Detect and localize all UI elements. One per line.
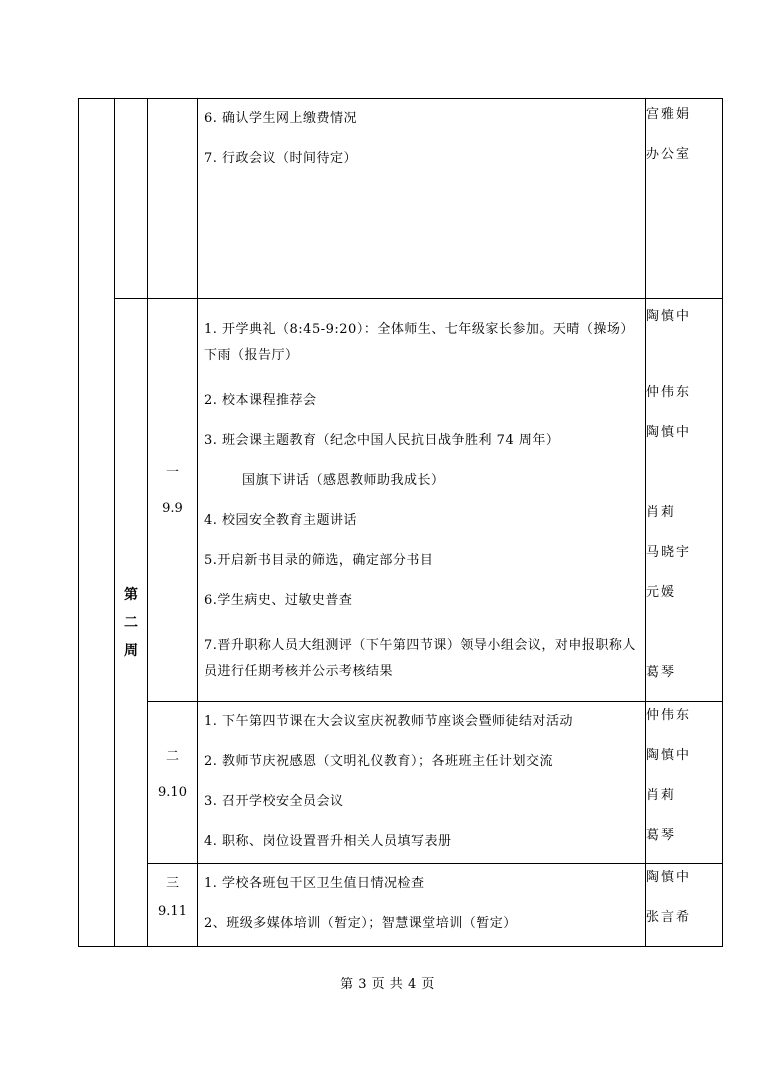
responsible-name: 仲伟东 [646,385,692,400]
weekday-label: 二 [165,749,179,764]
schedule-table [78,98,723,947]
responsible-name: 宫雅娟 [646,107,692,122]
responsible-cell [646,99,723,299]
week-label: 第 二 周 [115,299,148,947]
table-row [79,702,723,864]
responsible-name: 陶慎中 [646,748,692,763]
responsible-cell [646,702,723,864]
list-item: 2. 教师节庆祝感恩（文明礼仪教育）；各班班主任计划交流 [204,754,554,769]
responsible-name: 张言希 [646,910,692,925]
list-item: 6.学生病史、过敏史普查 [204,593,353,608]
responsible-name: 陶慎中 [646,870,692,885]
responsible-name: 葛琴 [646,828,677,843]
date-cell [148,702,198,864]
responsible-name: 葛琴 [646,665,677,680]
weekday-label: 一 [165,465,179,480]
list-item: 3. 召开学校安全员会议 [204,794,344,809]
list-item: 7. 行政会议（时间待定） [204,151,358,166]
items-cell [198,864,646,947]
list-item: 3. 班会课主题教育（纪念中国人民抗日战争胜利 74 周年） [204,433,560,448]
list-item: 4. 校园安全教育主题讲话 [204,513,358,528]
responsible-name: 仲伟东 [646,708,692,723]
table-row [79,864,723,947]
responsible-name: 肖莉 [646,788,677,803]
responsible-cell [646,864,723,947]
list-item: 1. 学校各班包干区卫生值日情况检查 [204,876,425,891]
items-cell [198,702,646,864]
responsible-name: 马晓宇 [646,545,692,560]
responsible-name: 陶慎中 [646,309,692,324]
responsible-name: 办公室 [646,147,692,162]
date-label: 9.10 [158,785,187,800]
week-cell-empty [115,99,148,299]
date-cell [148,864,198,947]
responsible-name: 肖莉 [646,505,677,520]
date-label: 9.11 [158,904,187,919]
weekday-label: 三 [165,876,179,891]
list-item: 5.开启新书目录的筛选，确定部分书目 [204,553,434,568]
list-item: 1. 下午第四节课在大会议室庆祝教师节座谈会暨师徒结对活动 [204,714,574,729]
items-cell [198,299,646,702]
list-item: 7.晋升职称人员大组测评（下午第四节课）领导小组会议，对申报职称人员进行任期考核并公示考核结果 [204,638,636,679]
items-cell [198,99,646,299]
date-cell-empty [148,99,198,299]
list-item: 2. 校本课程推荐会 [204,393,317,408]
table-row [79,99,723,299]
list-item: 6. 确认学生网上缴费情况 [204,111,358,126]
date-cell [148,299,198,702]
responsible-cell [646,299,723,702]
responsible-name: 陶慎中 [646,425,692,440]
page-footer: 第 3 页 共 4 页 [340,977,435,992]
list-item: 国旗下讲话（感恩教师助我成长） [242,473,445,488]
list-item: 2、班级多媒体培训（暂定）；智慧课堂培训（暂定） [204,916,517,931]
outer-empty-column [79,99,115,947]
list-item: 1. 开学典礼（8:45-9:20）：全体师生、七年级家长参加。天晴（操场）下雨（报告厅） [204,322,634,363]
date-label: 9.9 [162,501,183,516]
list-item: 4. 职称、岗位设置晋升相关人员填写表册 [204,834,452,849]
table-row [79,299,723,702]
responsible-name: 元媛 [646,585,677,600]
